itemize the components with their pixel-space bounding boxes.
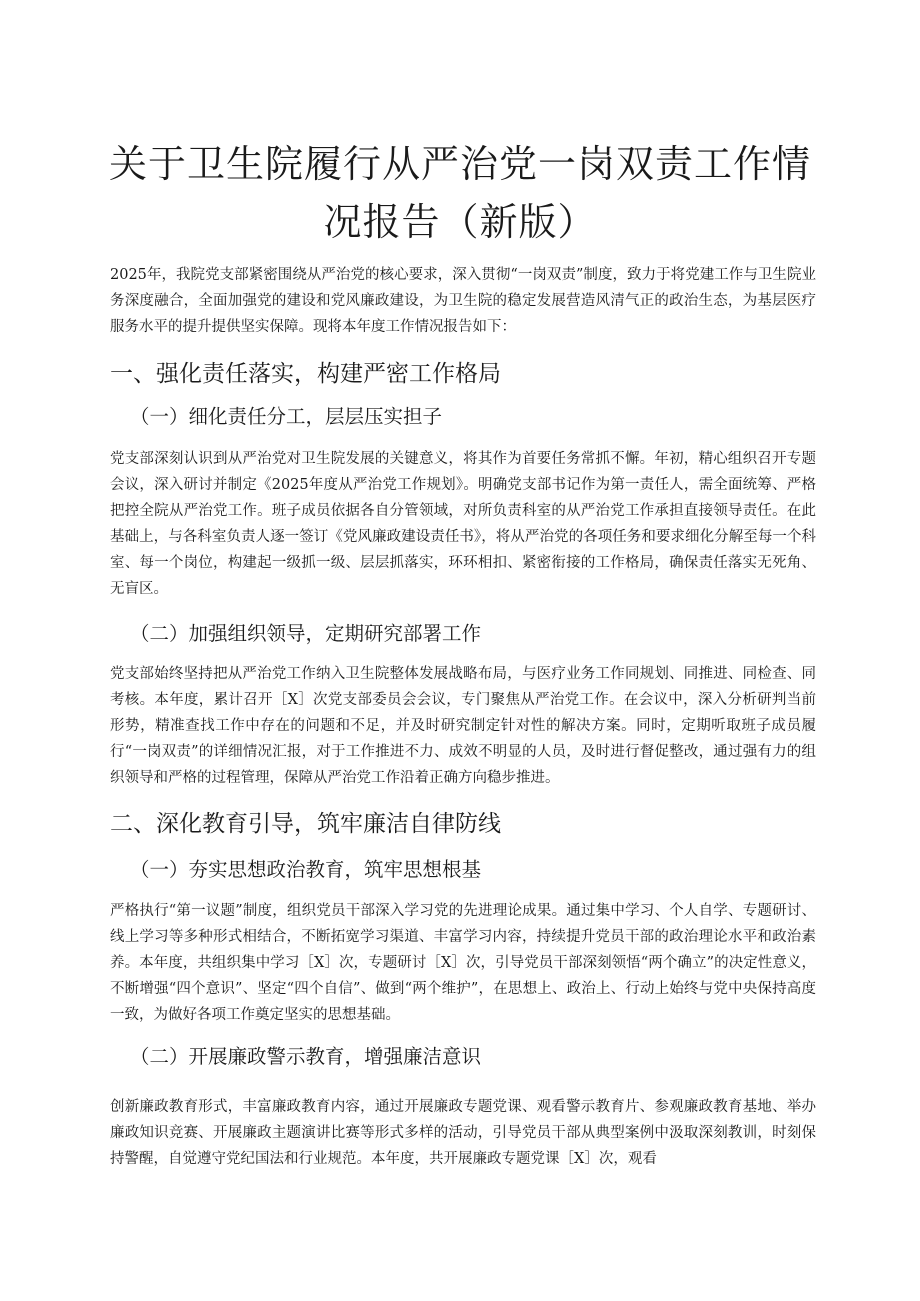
section-1-2-heading: （二）加强组织领导，定期研究部署工作 (130, 622, 482, 645)
document-title-line-2: 况报告（新版） (323, 200, 597, 244)
section-1-2-body: 党支部始终坚持把从严治党工作纳入卫生院整体发展战略布局，与医疗业务工作同规划、同推进、同检查、同考核。本年度，累计召开［X］次党支部委员会会议，专门聚焦从严治党工作。在会议中，深入分析研判当前形势，精准查找工作中存在的问题和不足，并及时研究制定针对性的解决方案。同时，定期听取班子成员履行“一岗双责”的详细情况汇报，对于工作推进不力、成效不明显的人员，及时进行督促整改，通过强有力的组织领导和严格的过程管理，保障从严治党工作沿着正确方向稳步推进。 (110, 666, 816, 786)
section-2-2-body: 创新廉政教育形式，丰富廉政教育内容，通过开展廉政专题党课、观看警示教育片、参观廉政教育基地、举办廉政知识竞赛、开展廉政主题演讲比赛等形式多样的活动，引导党员干部从典型案例中汲取深刻教训，时刻保持警醒，自觉遵守党纪国法和行业规范。本年度，共开展廉政专题党课［X］次，观看 (110, 1099, 816, 1167)
section-2-2-heading: （二）开展廉政警示教育，增强廉洁意识 (130, 1045, 482, 1068)
document-title-line-1: 关于卫生院履行从严治党一岗双责工作情 (108, 142, 811, 186)
intro-paragraph: 2025年，我院党支部紧密围绕从严治党的核心要求，深入贯彻“一岗双责”制度，致力于将党建工作与卫生院业务深度融合，全面加强党的建设和党风廉政建设，为卫生院的稳定发展营造风清气正的政治生态，为基层医疗服务水平的提升提供坚实保障。现将本年度工作情况报告如下： (110, 267, 816, 335)
section-1-1-body: 党支部深刻认识到从严治党对卫生院发展的关键意义，将其作为首要任务常抓不懈。年初，精心组织召开专题会议，深入研讨并制定《2025年度从严治党工作规划》。明确党支部书记作为第一责任人，需全面统筹、严格把控全院从严治党工作。班子成员依据各自分管领域，对所负责科室的从严治党工作承担直接领导责任。在此基础上，与各科室负责人逐一签订《党风廉政建设责任书》，将从严治党的各项任务和要求细化分解至每一个科室、每一个岗位，构建起一级抓一级、层层抓落实，环环相扣、紧密衔接的工作格局，确保责任落实无死角、无盲区。 (110, 451, 816, 597)
section-2-heading: 二、深化教育引导，筑牢廉洁自律防线 (110, 811, 501, 837)
section-1-1-heading: （一）细化责任分工，层层压实担子 (130, 405, 443, 428)
section-2-1-heading: （一）夯实思想政治教育，筑牢思想根基 (130, 858, 482, 881)
section-2-1-body: 严格执行“第一议题”制度，组织党员干部深入学习党的先进理论成果。通过集中学习、个人自学、专题研讨、线上学习等多种形式相结合，不断拓宽学习渠道、丰富学习内容，持续提升党员干部的政治理论水平和政治素养。本年度，共组织集中学习［X］次，专题研讨［X］次，引导党员干部深刻领悟“两个确立”的决定性意义，不断增强“四个意识”、坚定“四个自信”、做到“两个维护”，在思想上、政治上、行动上始终与党中央保持高度一致，为做好各项工作奠定坚实的思想基础。 (110, 903, 816, 1023)
section-1-heading: 一、强化责任落实，构建严密工作格局 (110, 361, 501, 387)
